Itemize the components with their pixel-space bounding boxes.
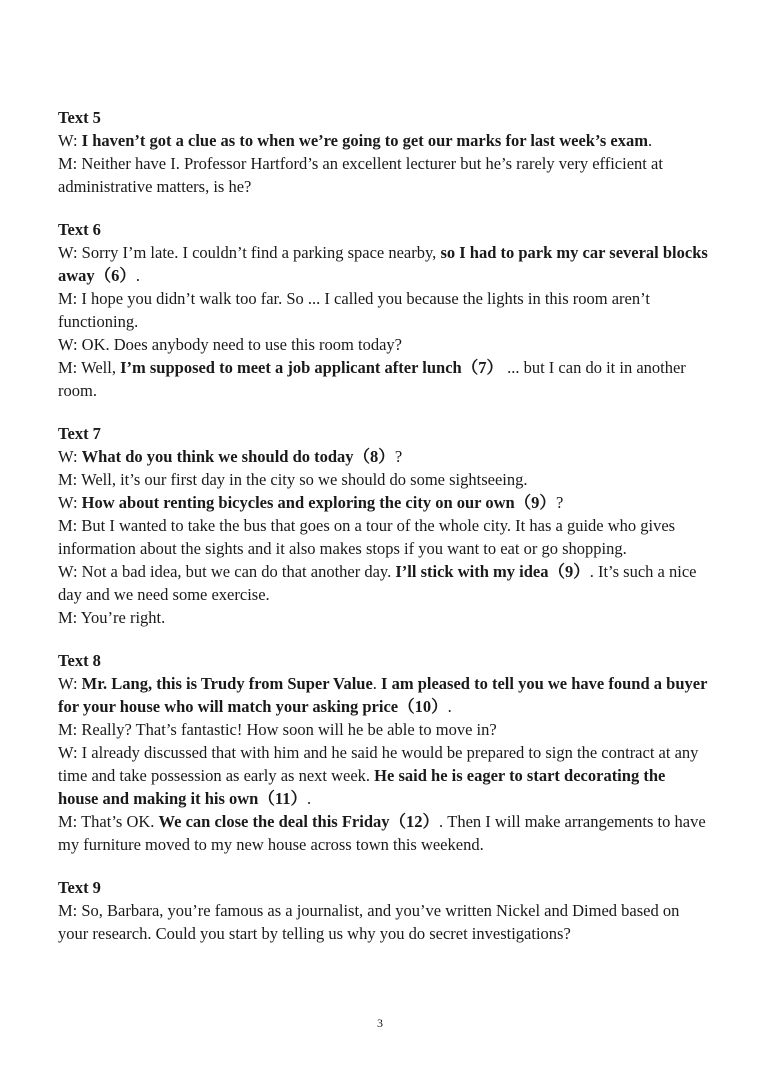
section-heading: Text 5	[58, 108, 101, 127]
dialogue-line: M: Well, I’m supposed to meet a job applicant after lunch（7） ... but I can do it in another room.	[58, 358, 686, 400]
dialogue-line: M: So, Barbara, you’re famous as a journalist, and you’ve written Nickel and Dimed based on your research. Could you start by telling us why you do secret investigations?	[58, 901, 680, 943]
dialogue-line: M: That’s OK. We can close the deal this Friday（12）. Then I will make arrangements to have my furniture moved to my new house across town this weekend.	[58, 812, 706, 854]
section-heading: Text 6	[58, 220, 101, 239]
dialogue-line: W: How about renting bicycles and exploring the city on our own（9）?	[58, 493, 564, 512]
dialogue-line: W: OK. Does anybody need to use this room today?	[58, 335, 402, 354]
dialogue-line: M: You’re right.	[58, 608, 166, 627]
section-text-8	[58, 649, 708, 856]
dialogue-line: W: Mr. Lang, this is Trudy from Super Value. I am pleased to tell you we have found a buyer for your house who will match your asking price（10）.	[58, 674, 708, 716]
section-text-6	[58, 218, 708, 402]
dialogue-line: M: But I wanted to take the bus that goes on a tour of the whole city. It has a guide who gives information about the sights and it also makes stops if you want to eat or go shopping.	[58, 516, 676, 558]
dialogue-line: W: What do you think we should do today（8）?	[58, 447, 403, 466]
dialogue-line: M: Neither have I. Professor Hartford’s an excellent lecturer but he’s rarely very efficient at administrative matters, is he?	[58, 154, 663, 196]
section-heading: Text 9	[58, 878, 101, 897]
dialogue-line: M: Really? That’s fantastic! How soon will he be able to move in?	[58, 720, 497, 739]
dialogue-line: W: I haven’t got a clue as to when we’re going to get our marks for last week’s exam.	[58, 131, 653, 150]
section-text-9	[58, 876, 708, 945]
document-body	[58, 106, 708, 965]
section-text-5	[58, 106, 708, 198]
dialogue-line: W: Not a bad idea, but we can do that another day. I’ll stick with my idea（9）. It’s such a nice day and we need some exercise.	[58, 562, 697, 604]
section-heading: Text 7	[58, 424, 101, 443]
dialogue-line: M: I hope you didn’t walk too far. So ... I called you because the lights in this room aren’t functioning.	[58, 289, 650, 331]
section-text-7	[58, 422, 708, 629]
dialogue-line: M: Well, it’s our first day in the city so we should do some sightseeing.	[58, 470, 528, 489]
dialogue-line: W: I already discussed that with him and he said he would be prepared to sign the contract at any time and take possession as early as next week. He said he is eager to start decorating the house and making it his own（11）.	[58, 743, 699, 808]
dialogue-line: W: Sorry I’m late. I couldn’t find a parking space nearby, so I had to park my car several blocks away（6）.	[58, 243, 708, 285]
section-heading: Text 8	[58, 651, 101, 670]
page-number: 3	[377, 1016, 383, 1030]
